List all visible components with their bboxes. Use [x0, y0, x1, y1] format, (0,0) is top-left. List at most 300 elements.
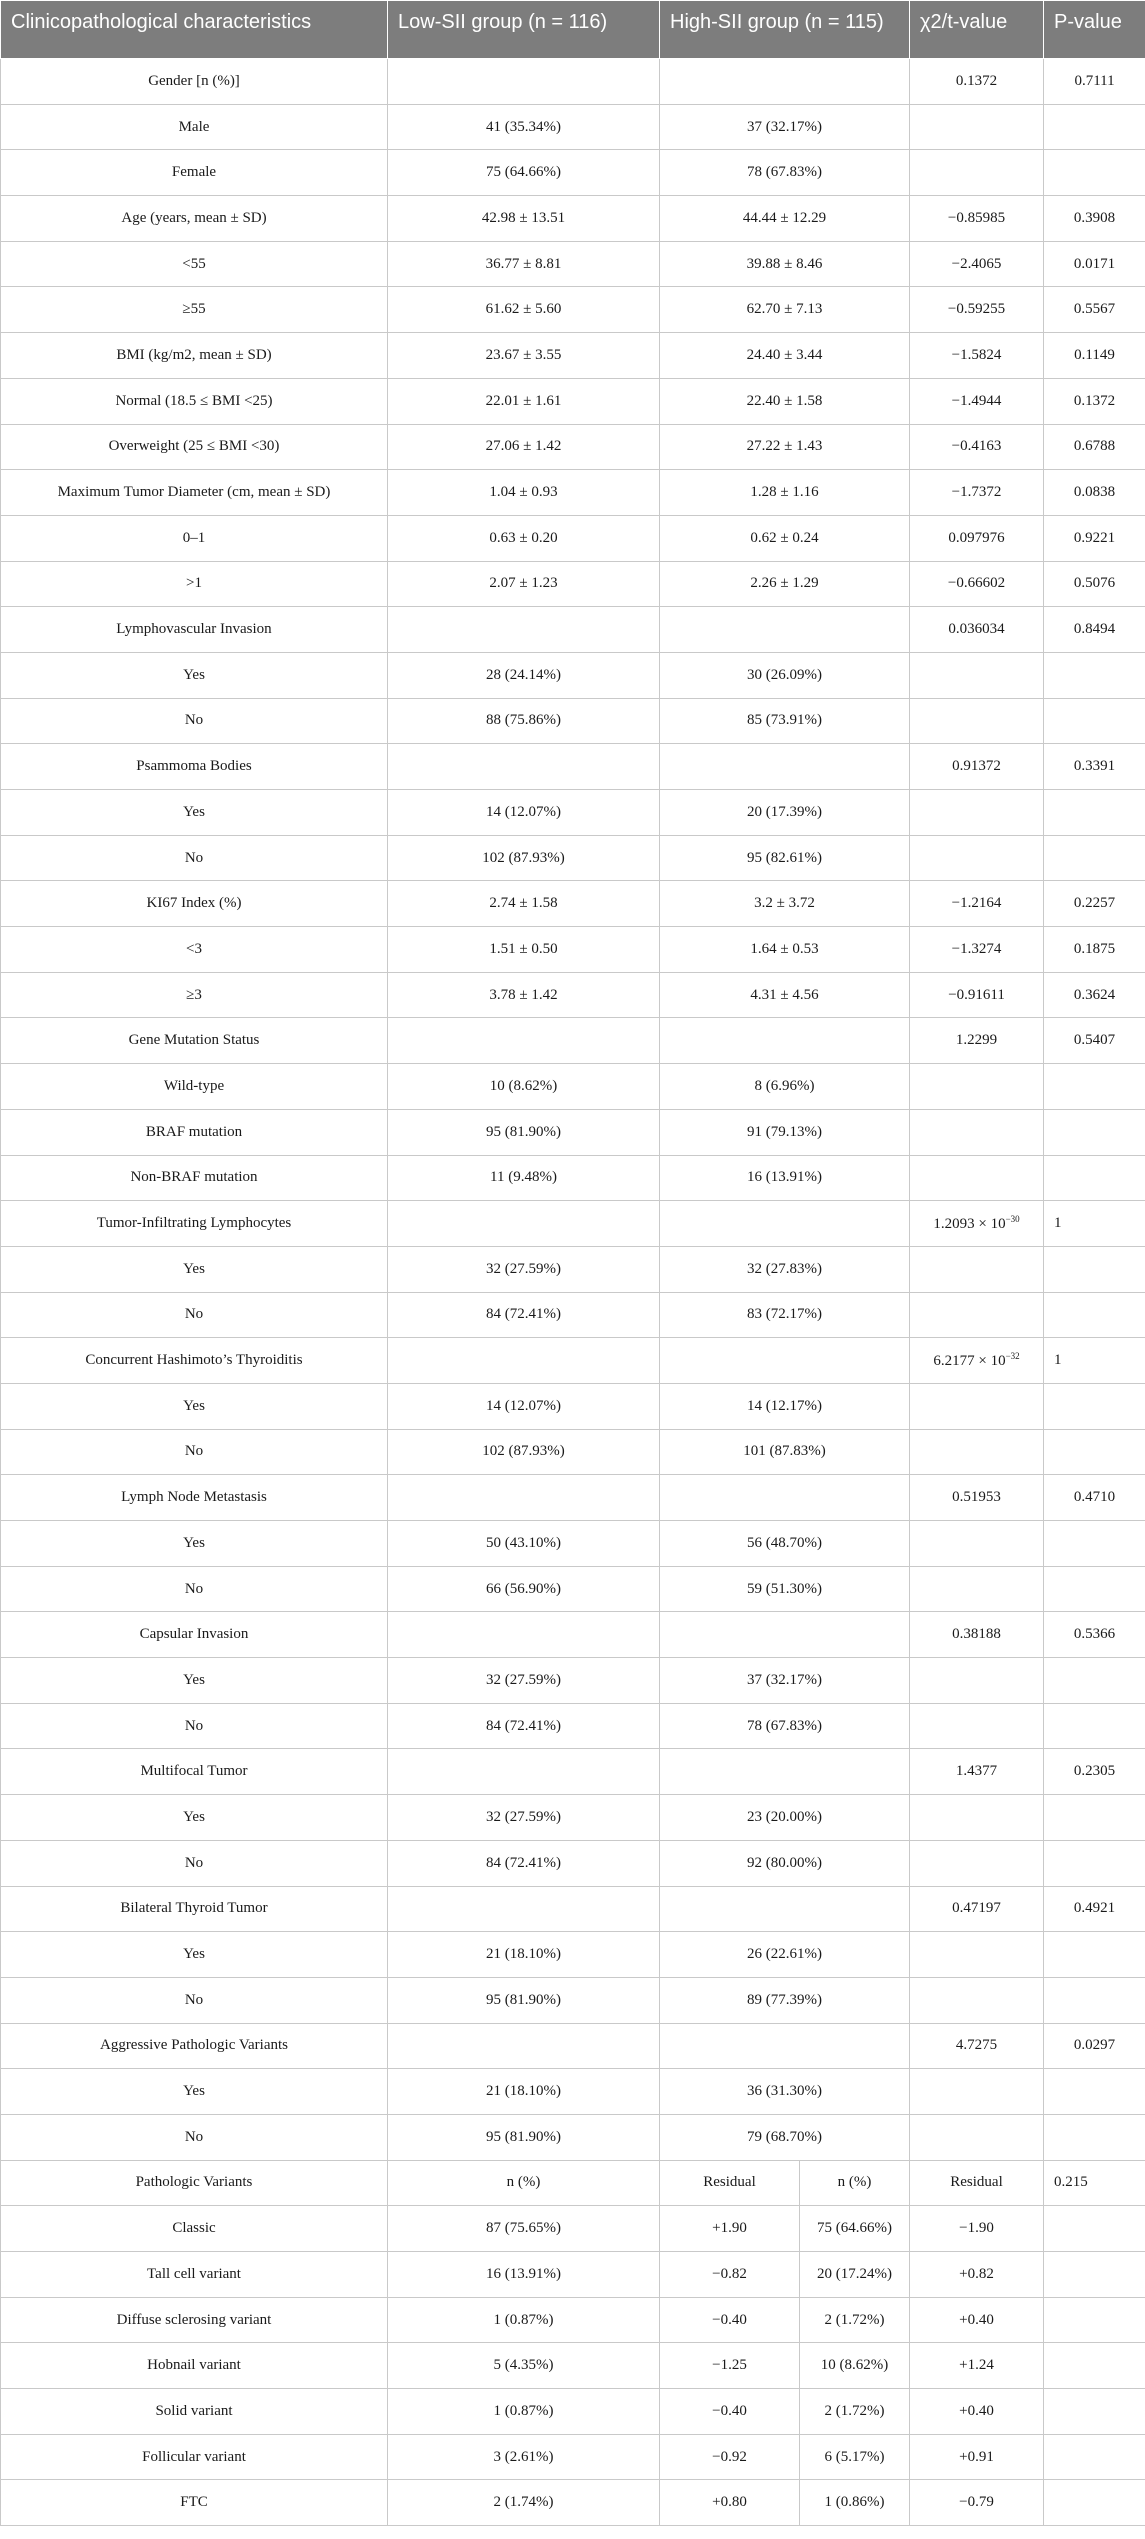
low-sii-cell: 102 (87.93%) [388, 835, 660, 881]
test-value-cell [910, 1064, 1044, 1110]
low-sii-cell: 1.04 ± 0.93 [388, 470, 660, 516]
table-row [1, 1795, 1145, 1841]
p-value-cell: 0.4710 [1044, 1475, 1145, 1521]
p-value-cell: 0.1372 [1044, 378, 1145, 424]
high-n-header: n (%) [800, 2160, 910, 2206]
low-sii-cell: 32 (27.59%) [388, 1658, 660, 1704]
table-row [1, 1109, 1145, 1155]
p-value-cell [1044, 1064, 1145, 1110]
p-value-cell [1044, 652, 1145, 698]
test-value-cell [910, 1521, 1044, 1567]
header-low-sii: Low-SII group (n = 116) [388, 1, 660, 59]
test-value-cell: −1.7372 [910, 470, 1044, 516]
high-sii-cell: 92 (80.00%) [660, 1840, 910, 1886]
low-sii-cell: 84 (72.41%) [388, 1703, 660, 1749]
low-sii-cell: 11 (9.48%) [388, 1155, 660, 1201]
variant-name-cell: Tall cell variant [1, 2252, 388, 2298]
table-row [1, 1383, 1145, 1429]
characteristic-cell: ≥55 [1, 287, 388, 333]
low-sii-cell: 27.06 ± 1.42 [388, 424, 660, 470]
p-value-cell: 0.8494 [1044, 607, 1145, 653]
test-value-cell: −1.2164 [910, 881, 1044, 927]
characteristic-cell: No [1, 1977, 388, 2023]
high-sii-cell: 79 (68.70%) [660, 2114, 910, 2160]
test-value-cell: −0.91611 [910, 972, 1044, 1018]
p-value-cell [1044, 790, 1145, 836]
test-value-cell [910, 1155, 1044, 1201]
low-sii-cell: 88 (75.86%) [388, 698, 660, 744]
high-sii-cell: 27.22 ± 1.43 [660, 424, 910, 470]
p-value-cell [1044, 1795, 1145, 1841]
high-sii-cell: 56 (48.70%) [660, 1521, 910, 1567]
p-value-cell [1044, 104, 1145, 150]
test-value-cell: −1.3274 [910, 927, 1044, 973]
test-value-cell: −1.5824 [910, 333, 1044, 379]
characteristic-cell: Concurrent Hashimoto’s Thyroiditis [1, 1338, 388, 1384]
p-value-cell: 0.9221 [1044, 515, 1145, 561]
high-sii-cell: 85 (73.91%) [660, 698, 910, 744]
table-row [1, 241, 1145, 287]
characteristic-cell: Yes [1, 1246, 388, 1292]
test-value-cell [910, 2114, 1044, 2160]
low-sii-cell [388, 607, 660, 653]
low-sii-cell: 84 (72.41%) [388, 1292, 660, 1338]
test-value-cell: 4.7275 [910, 2023, 1044, 2069]
p-value-cell: 0.1875 [1044, 927, 1145, 973]
high-residual-cell: +0.91 [910, 2434, 1044, 2480]
low-n-header: n (%) [388, 2160, 660, 2206]
low-n-cell: 16 (13.91%) [388, 2252, 660, 2298]
table-row [1, 104, 1145, 150]
header-characteristics: Clinicopathological characteristics [1, 1, 388, 59]
low-sii-cell: 32 (27.59%) [388, 1246, 660, 1292]
p-value-cell [1044, 1521, 1145, 1567]
low-sii-cell [388, 59, 660, 105]
test-value-cell: 1.4377 [910, 1749, 1044, 1795]
high-sii-cell: 59 (51.30%) [660, 1566, 910, 1612]
high-n-cell: 2 (1.72%) [800, 2297, 910, 2343]
high-residual-cell: +1.24 [910, 2343, 1044, 2389]
p-value-cell [1044, 2114, 1145, 2160]
table-row [1, 515, 1145, 561]
characteristic-cell: <3 [1, 927, 388, 973]
p-value-cell [1044, 1566, 1145, 1612]
table-row [1, 1018, 1145, 1064]
test-value-cell [910, 1795, 1044, 1841]
characteristic-cell: Normal (18.5 ≤ BMI <25) [1, 378, 388, 424]
test-value-cell [910, 1338, 1044, 1384]
p-value-cell [1044, 1658, 1145, 1704]
p-value-cell: 0.3391 [1044, 744, 1145, 790]
header-p-value: P-value [1044, 1, 1145, 59]
characteristic-cell: BMI (kg/m2, mean ± SD) [1, 333, 388, 379]
characteristic-cell: Bilateral Thyroid Tumor [1, 1886, 388, 1932]
high-sii-cell: 3.2 ± 3.72 [660, 881, 910, 927]
low-sii-cell [388, 744, 660, 790]
variant-p-cell [1044, 2480, 1145, 2526]
low-residual-cell: −1.25 [660, 2343, 800, 2389]
high-residual-cell: −1.90 [910, 2206, 1044, 2252]
high-sii-cell: 83 (72.17%) [660, 1292, 910, 1338]
table-header-row [1, 1, 1145, 59]
high-sii-cell: 26 (22.61%) [660, 1932, 910, 1978]
characteristic-cell: Yes [1, 790, 388, 836]
table-row [1, 607, 1145, 653]
table-row [1, 1703, 1145, 1749]
test-value-cell [910, 1109, 1044, 1155]
high-sii-cell: 95 (82.61%) [660, 835, 910, 881]
variants-header-row [1, 2160, 1145, 2206]
p-value-cell [1044, 835, 1145, 881]
low-sii-cell: 32 (27.59%) [388, 1795, 660, 1841]
high-sii-cell: 36 (31.30%) [660, 2069, 910, 2115]
characteristic-cell: 0–1 [1, 515, 388, 561]
table-row [1, 470, 1145, 516]
high-sii-cell [660, 1475, 910, 1521]
variant-p-cell [1044, 2389, 1145, 2435]
table-row [1, 881, 1145, 927]
p-value-cell [1044, 150, 1145, 196]
high-sii-cell: 89 (77.39%) [660, 1977, 910, 2023]
high-n-cell: 2 (1.72%) [800, 2389, 910, 2435]
table-row [1, 1932, 1145, 1978]
high-sii-cell: 24.40 ± 3.44 [660, 333, 910, 379]
p-value-cell [1044, 1932, 1145, 1978]
table-row [1, 59, 1145, 105]
low-residual-cell: −0.82 [660, 2252, 800, 2298]
low-sii-cell: 41 (35.34%) [388, 104, 660, 150]
low-sii-cell: 61.62 ± 5.60 [388, 287, 660, 333]
test-value-cell [910, 790, 1044, 836]
high-n-cell: 75 (64.66%) [800, 2206, 910, 2252]
low-sii-cell: 2.74 ± 1.58 [388, 881, 660, 927]
p-value-cell: 0.2305 [1044, 1749, 1145, 1795]
characteristic-cell: Non-BRAF mutation [1, 1155, 388, 1201]
table-row [1, 1658, 1145, 1704]
variants-label-cell: Pathologic Variants [1, 2160, 388, 2206]
characteristic-cell: No [1, 2114, 388, 2160]
test-value-cell [910, 835, 1044, 881]
table-row [1, 1612, 1145, 1658]
test-value-cell [910, 104, 1044, 150]
high-sii-cell [660, 1612, 910, 1658]
low-residual-cell: −0.40 [660, 2389, 800, 2435]
p-value-cell [1044, 1429, 1145, 1475]
variant-row [1, 2252, 1145, 2298]
low-residual-cell: +1.90 [660, 2206, 800, 2252]
variants-p-value: 0.215 [1044, 2160, 1145, 2206]
test-value-cell: −0.4163 [910, 424, 1044, 470]
table-row [1, 1977, 1145, 2023]
table-row [1, 2114, 1145, 2160]
test-value-cell [910, 1246, 1044, 1292]
table-row [1, 1475, 1145, 1521]
p-value-cell: 0.5366 [1044, 1612, 1145, 1658]
test-value-cell [910, 698, 1044, 744]
high-sii-cell: 39.88 ± 8.46 [660, 241, 910, 287]
low-sii-cell: 42.98 ± 13.51 [388, 196, 660, 242]
p-value-cell: 0.0171 [1044, 241, 1145, 287]
characteristic-cell: No [1, 1840, 388, 1886]
characteristic-cell: Psammoma Bodies [1, 744, 388, 790]
low-sii-cell [388, 1612, 660, 1658]
test-value-cell [910, 150, 1044, 196]
header-test-value: χ2/t-value [910, 1, 1044, 59]
characteristic-cell: Multifocal Tumor [1, 1749, 388, 1795]
high-sii-cell: 44.44 ± 12.29 [660, 196, 910, 242]
test-value-cell [910, 1292, 1044, 1338]
high-residual-header: Residual [910, 2160, 1044, 2206]
low-sii-cell [388, 1018, 660, 1064]
variant-row [1, 2343, 1145, 2389]
test-value-cell: −2.4065 [910, 241, 1044, 287]
table-row [1, 1749, 1145, 1795]
variant-p-cell [1044, 2343, 1145, 2389]
characteristic-cell: ≥3 [1, 972, 388, 1018]
table-row [1, 652, 1145, 698]
variant-name-cell: Hobnail variant [1, 2343, 388, 2389]
table-row [1, 150, 1145, 196]
high-n-cell: 10 (8.62%) [800, 2343, 910, 2389]
test-value-cell: −0.85985 [910, 196, 1044, 242]
characteristic-cell: Yes [1, 1932, 388, 1978]
low-sii-cell: 0.63 ± 0.20 [388, 515, 660, 561]
test-value-cell [910, 1566, 1044, 1612]
test-value-cell [910, 1703, 1044, 1749]
test-value-cell: 0.1372 [910, 59, 1044, 105]
variant-p-cell [1044, 2252, 1145, 2298]
variant-name-cell: FTC [1, 2480, 388, 2526]
characteristic-cell: No [1, 1566, 388, 1612]
characteristic-cell: Yes [1, 652, 388, 698]
p-value-cell [1044, 1292, 1145, 1338]
low-sii-cell: 14 (12.07%) [388, 1383, 660, 1429]
table-row [1, 2023, 1145, 2069]
table-row [1, 424, 1145, 470]
high-sii-cell: 32 (27.83%) [660, 1246, 910, 1292]
characteristic-cell: Yes [1, 1658, 388, 1704]
characteristic-cell: No [1, 1429, 388, 1475]
header-high-sii: High-SII group (n = 115) [660, 1, 910, 59]
low-sii-cell [388, 1886, 660, 1932]
high-sii-cell: 78 (67.83%) [660, 150, 910, 196]
test-value-cell [910, 1977, 1044, 2023]
high-residual-cell: +0.40 [910, 2297, 1044, 2343]
characteristic-cell: Aggressive Pathologic Variants [1, 2023, 388, 2069]
high-sii-cell: 20 (17.39%) [660, 790, 910, 836]
test-value-cell: −0.66602 [910, 561, 1044, 607]
table-row [1, 972, 1145, 1018]
high-sii-cell: 1.28 ± 1.16 [660, 470, 910, 516]
p-value-cell [1044, 1109, 1145, 1155]
test-value-cell: 1.2299 [910, 1018, 1044, 1064]
high-n-cell: 6 (5.17%) [800, 2434, 910, 2480]
test-value-cell [910, 652, 1044, 698]
table-row [1, 1840, 1145, 1886]
variant-p-cell [1044, 2434, 1145, 2480]
table-row [1, 927, 1145, 973]
test-value-cell [910, 1932, 1044, 1978]
p-value-cell [1044, 1703, 1145, 1749]
cell-base: 1.2093 × 10 [933, 1216, 1006, 1233]
low-n-cell: 1 (0.87%) [388, 2389, 660, 2435]
high-sii-cell: 8 (6.96%) [660, 1064, 910, 1110]
low-sii-cell: 23.67 ± 3.55 [388, 333, 660, 379]
high-sii-cell [660, 1749, 910, 1795]
characteristic-cell: Wild-type [1, 1064, 388, 1110]
test-value-cell [910, 1840, 1044, 1886]
table-row [1, 196, 1145, 242]
table-row [1, 1566, 1145, 1612]
table-row [1, 378, 1145, 424]
characteristic-cell: No [1, 1703, 388, 1749]
p-value-cell: 0.6788 [1044, 424, 1145, 470]
p-value-cell: 0.3624 [1044, 972, 1145, 1018]
characteristic-cell: KI67 Index (%) [1, 881, 388, 927]
cell-exponent: −30 [1005, 1214, 1020, 1225]
high-sii-cell: 2.26 ± 1.29 [660, 561, 910, 607]
low-n-cell: 1 (0.87%) [388, 2297, 660, 2343]
high-sii-cell [660, 1338, 910, 1384]
high-sii-cell: 30 (26.09%) [660, 652, 910, 698]
table-row [1, 835, 1145, 881]
table-row [1, 1521, 1145, 1567]
low-residual-header: Residual [660, 2160, 800, 2206]
characteristic-cell: <55 [1, 241, 388, 287]
table-row [1, 287, 1145, 333]
test-value-cell [910, 1201, 1044, 1247]
table-row [1, 1292, 1145, 1338]
low-sii-cell: 22.01 ± 1.61 [388, 378, 660, 424]
low-sii-cell: 95 (81.90%) [388, 1977, 660, 2023]
low-residual-cell: −0.40 [660, 2297, 800, 2343]
p-value-cell [1044, 1977, 1145, 2023]
characteristic-cell: Yes [1, 1795, 388, 1841]
test-value-cell: 0.097976 [910, 515, 1044, 561]
characteristic-cell: Capsular Invasion [1, 1612, 388, 1658]
p-value-cell [1044, 698, 1145, 744]
cell-exponent: −32 [1005, 1351, 1020, 1362]
low-sii-cell [388, 1338, 660, 1384]
high-sii-cell [660, 1201, 910, 1247]
table-row [1, 698, 1145, 744]
test-value-cell: −0.59255 [910, 287, 1044, 333]
test-value-cell: −1.4944 [910, 378, 1044, 424]
variant-name-cell: Follicular variant [1, 2434, 388, 2480]
table-row [1, 1246, 1145, 1292]
variant-name-cell: Solid variant [1, 2389, 388, 2435]
low-residual-cell: −0.92 [660, 2434, 800, 2480]
high-sii-cell: 101 (87.83%) [660, 1429, 910, 1475]
characteristic-cell: No [1, 698, 388, 744]
low-sii-cell: 10 (8.62%) [388, 1064, 660, 1110]
table-row [1, 333, 1145, 379]
low-sii-cell: 21 (18.10%) [388, 1932, 660, 1978]
characteristic-cell: Male [1, 104, 388, 150]
test-value-cell: 0.91372 [910, 744, 1044, 790]
high-n-cell: 1 (0.86%) [800, 2480, 910, 2526]
p-value-cell: 0.1149 [1044, 333, 1145, 379]
table-row [1, 790, 1145, 836]
test-value-cell [910, 1658, 1044, 1704]
high-sii-cell: 4.31 ± 4.56 [660, 972, 910, 1018]
p-value-cell: 0.3908 [1044, 196, 1145, 242]
high-sii-cell: 1.64 ± 0.53 [660, 927, 910, 973]
p-value-cell: 1 [1044, 1338, 1145, 1384]
low-sii-cell: 28 (24.14%) [388, 652, 660, 698]
high-sii-cell [660, 2023, 910, 2069]
high-sii-cell: 91 (79.13%) [660, 1109, 910, 1155]
cell-base: 6.2177 × 10 [933, 1353, 1006, 1370]
characteristic-cell: BRAF mutation [1, 1109, 388, 1155]
variant-name-cell: Classic [1, 2206, 388, 2252]
p-value-cell [1044, 1383, 1145, 1429]
low-sii-cell: 66 (56.90%) [388, 1566, 660, 1612]
characteristic-cell: Gene Mutation Status [1, 1018, 388, 1064]
test-value-cell: 0.51953 [910, 1475, 1044, 1521]
low-n-cell: 2 (1.74%) [388, 2480, 660, 2526]
test-value-cell: 0.47197 [910, 1886, 1044, 1932]
variant-row [1, 2297, 1145, 2343]
table-row [1, 1429, 1145, 1475]
variant-p-cell [1044, 2206, 1145, 2252]
low-sii-cell: 84 (72.41%) [388, 1840, 660, 1886]
low-sii-cell: 14 (12.07%) [388, 790, 660, 836]
characteristic-cell: No [1, 1292, 388, 1338]
characteristic-cell: Yes [1, 1383, 388, 1429]
high-sii-cell: 14 (12.17%) [660, 1383, 910, 1429]
table-row [1, 1338, 1145, 1384]
characteristic-cell: >1 [1, 561, 388, 607]
high-sii-cell: 62.70 ± 7.13 [660, 287, 910, 333]
low-n-cell: 3 (2.61%) [388, 2434, 660, 2480]
table-row [1, 744, 1145, 790]
low-sii-cell [388, 1475, 660, 1521]
test-value-cell [910, 1429, 1044, 1475]
characteristic-cell: Yes [1, 1521, 388, 1567]
test-value-cell: 0.036034 [910, 607, 1044, 653]
p-value-cell: 0.0838 [1044, 470, 1145, 516]
characteristic-cell: Female [1, 150, 388, 196]
p-value-cell [1044, 1840, 1145, 1886]
variant-name-cell: Diffuse sclerosing variant [1, 2297, 388, 2343]
table-row [1, 1064, 1145, 1110]
low-n-cell: 87 (75.65%) [388, 2206, 660, 2252]
low-sii-cell [388, 1201, 660, 1247]
characteristic-cell: No [1, 835, 388, 881]
low-sii-cell: 3.78 ± 1.42 [388, 972, 660, 1018]
variant-row [1, 2206, 1145, 2252]
low-sii-cell: 1.51 ± 0.50 [388, 927, 660, 973]
p-value-cell [1044, 1246, 1145, 1292]
high-sii-cell: 37 (32.17%) [660, 1658, 910, 1704]
low-n-cell: 5 (4.35%) [388, 2343, 660, 2389]
p-value-cell: 0.5407 [1044, 1018, 1145, 1064]
high-residual-cell: −0.79 [910, 2480, 1044, 2526]
high-sii-cell [660, 744, 910, 790]
test-value-cell: 0.38188 [910, 1612, 1044, 1658]
variant-row [1, 2480, 1145, 2526]
characteristic-cell: Lymphovascular Invasion [1, 607, 388, 653]
p-value-cell [1044, 1155, 1145, 1201]
characteristic-cell: Yes [1, 2069, 388, 2115]
variant-row [1, 2389, 1145, 2435]
low-sii-cell: 2.07 ± 1.23 [388, 561, 660, 607]
low-residual-cell: +0.80 [660, 2480, 800, 2526]
p-value-cell: 0.2257 [1044, 881, 1145, 927]
low-sii-cell: 95 (81.90%) [388, 2114, 660, 2160]
high-residual-cell: +0.82 [910, 2252, 1044, 2298]
